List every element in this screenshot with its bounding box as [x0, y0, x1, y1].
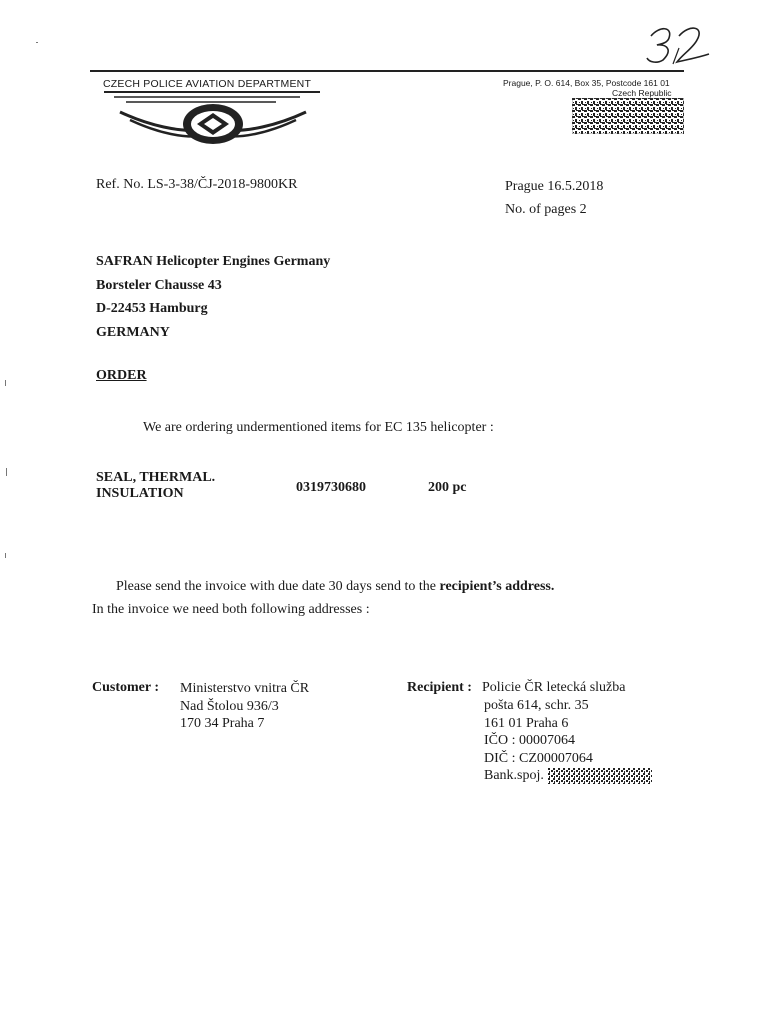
addressee-line: GERMANY: [96, 324, 170, 340]
recipient-name: Policie ČR letecká služba: [482, 680, 626, 695]
scan-speck: [5, 553, 6, 558]
order-intro: We are ordering undermentioned items for EC 135 helicopter :: [143, 420, 494, 435]
recipient-address-line: pošta 614, schr. 35: [484, 698, 589, 713]
department-name: CZECH POLICE AVIATION DEPARTMENT: [103, 78, 312, 90]
page-count: No. of pages 2: [505, 202, 587, 217]
department-address: Prague, P. O. 614, Box 35, Postcode 161 01: [503, 78, 670, 88]
customer-label: Customer :: [92, 680, 160, 695]
recipient-address-line: IČO : 00007064: [484, 733, 575, 748]
addressee-block: [96, 250, 330, 344]
item-quantity: 200 pc: [428, 480, 467, 495]
scan-speck: [36, 42, 38, 43]
place-and-date: Prague 16.5.2018: [505, 179, 604, 194]
invoice-recipient-emphasis: recipient’s address.: [439, 579, 555, 594]
recipient-address-line: DIČ : CZ00007064: [484, 750, 593, 766]
customer-address-line: Ministerstvo vnitra ČR: [180, 681, 310, 696]
bank-label: Bank.spoj.: [484, 768, 544, 783]
scan-speck: [5, 380, 6, 386]
scan-speck: [6, 468, 7, 476]
addressee-line: D-22453 Hamburg: [96, 301, 208, 316]
customer-address: [180, 680, 309, 733]
letterhead-rule: [90, 70, 684, 72]
item-name-line: SEAL, THERMAL.: [96, 470, 216, 485]
police-aviation-emblem: [100, 86, 330, 148]
invoice-instruction: [116, 579, 554, 595]
handwritten-page-mark: [643, 18, 713, 66]
customer-address-line: 170 34 Praha 7: [180, 716, 265, 731]
recipient-label: Recipient :: [407, 680, 472, 695]
department-country: Czech Republic: [612, 88, 672, 98]
redacted-bank-account: [548, 768, 652, 784]
recipient-address-line: 161 01 Praha 6: [484, 715, 569, 731]
item-part-number: 0319730680: [296, 480, 366, 495]
item-name: [96, 470, 215, 502]
recipient-address: [484, 697, 652, 785]
redacted-area: [572, 98, 684, 134]
addressee-line: Borsteler Chausse 43: [96, 277, 222, 293]
invoice-instruction-text: Please send the invoice with due date 30 days send to the: [116, 579, 440, 594]
addressee-line: SAFRAN Helicopter Engines Germany: [96, 254, 331, 269]
order-heading: ORDER: [96, 368, 147, 383]
item-name-line: INSULATION: [96, 486, 184, 501]
customer-address-line: Nad Štolou 936/3: [180, 698, 279, 714]
invoice-addresses-note: In the invoice we need both following addresses :: [92, 602, 370, 617]
recipient-bank-row: [484, 767, 652, 785]
reference-number: Ref. No. LS-3-38/ČJ-2018-9800KR: [96, 177, 298, 192]
